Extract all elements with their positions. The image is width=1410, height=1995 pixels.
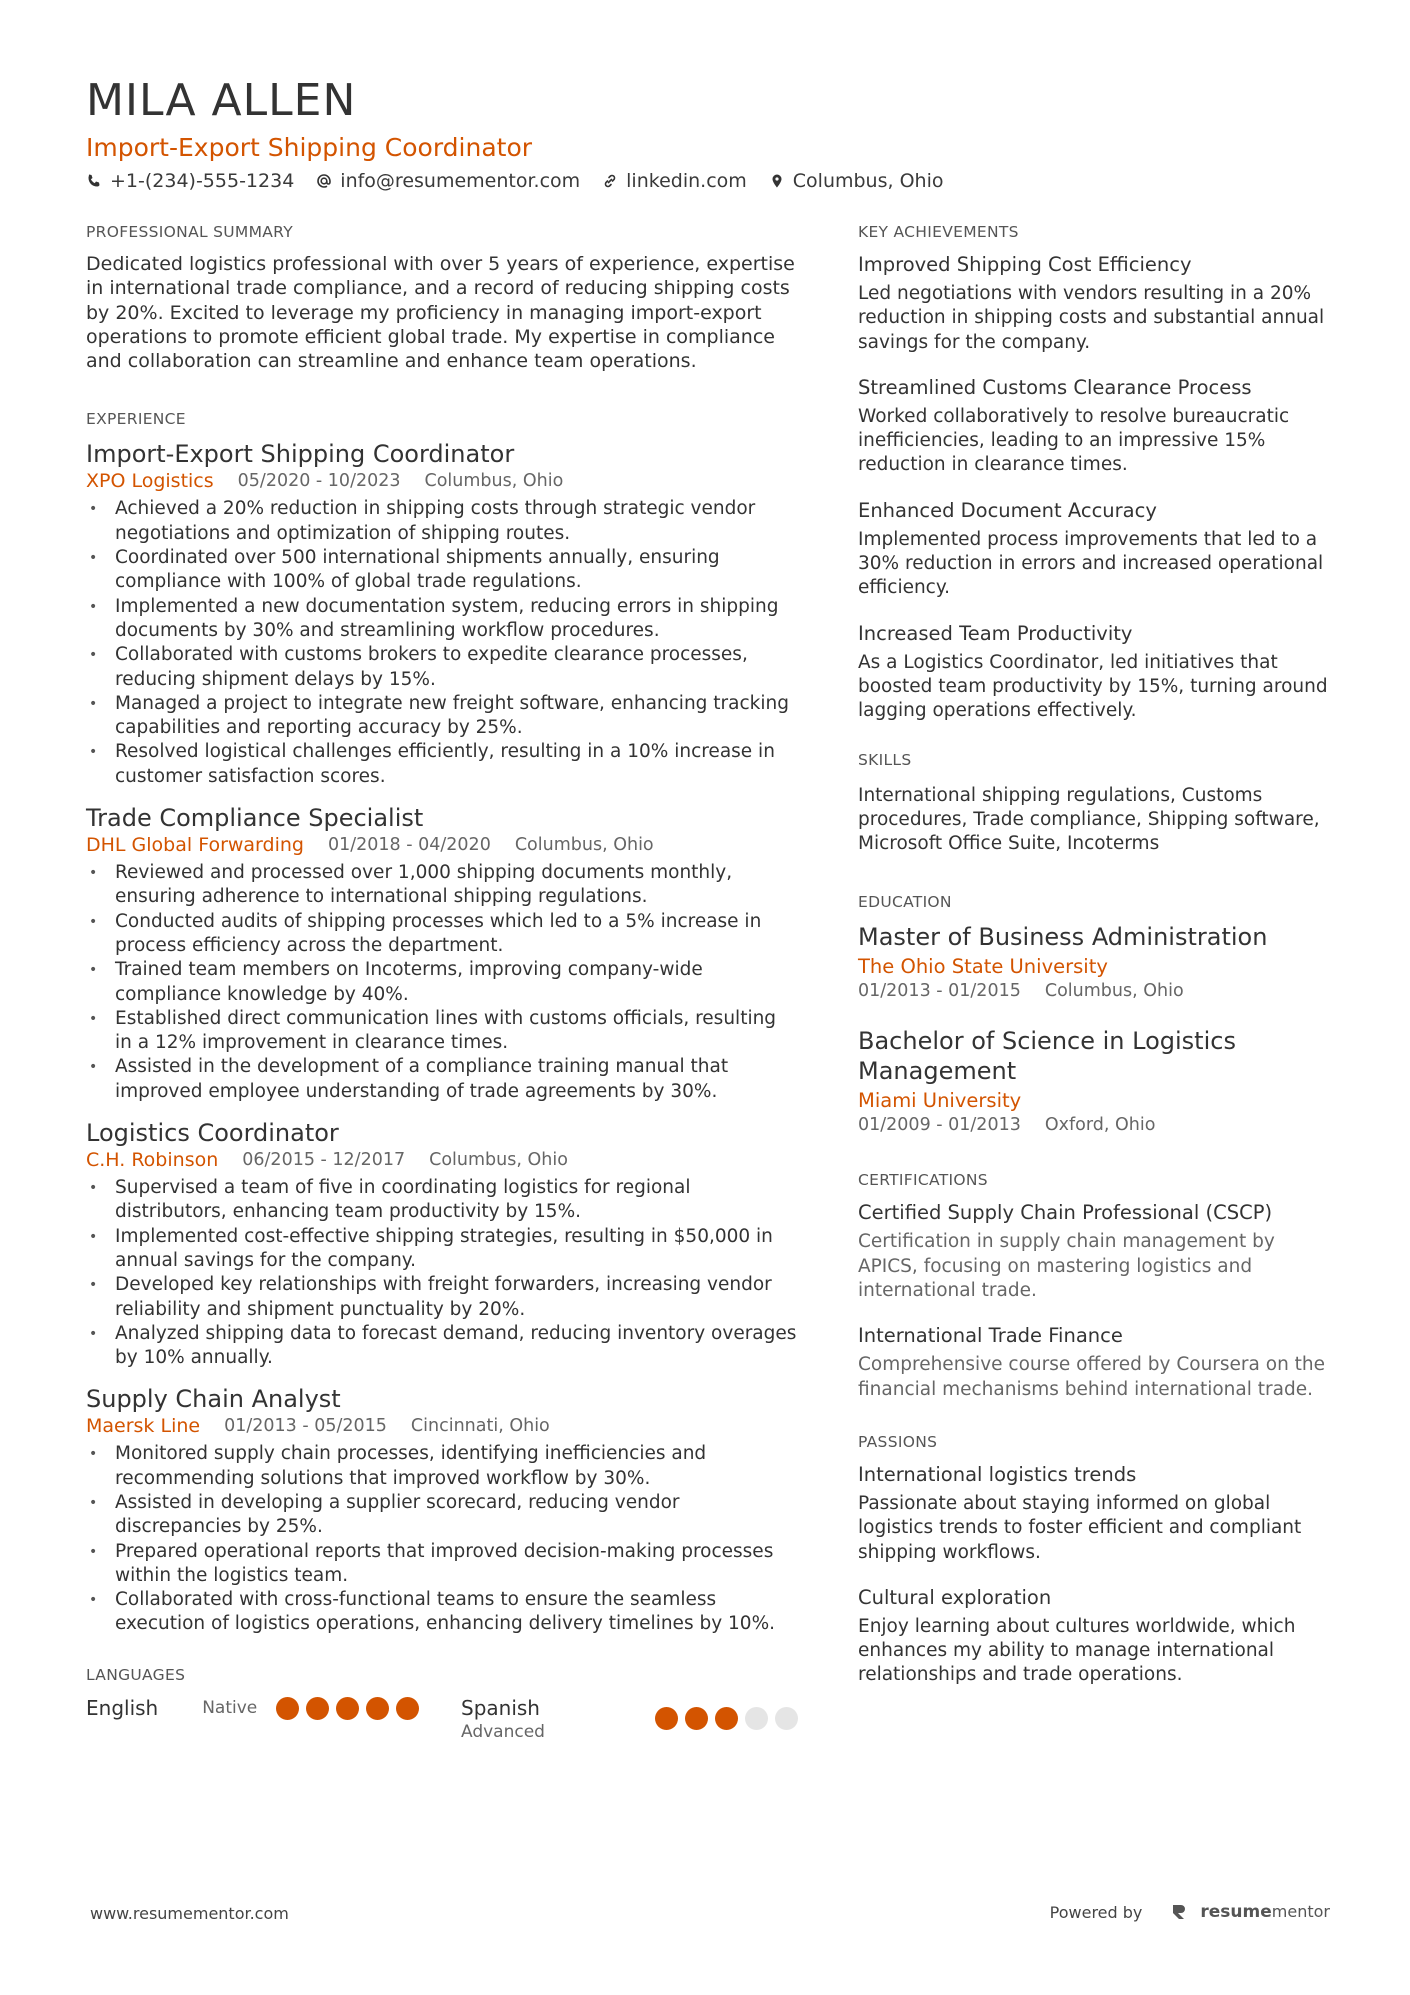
education-section xyxy=(858,892,1333,1136)
contact-bar xyxy=(86,170,1326,192)
powered-by-label: Powered by xyxy=(1049,1902,1143,1922)
passion-title: International logistics trends xyxy=(858,1462,1137,1486)
rating-dot-empty xyxy=(775,1707,798,1730)
certifications-heading: CERTIFICATIONS xyxy=(858,1171,988,1190)
job-location: Cincinnati, Ohio xyxy=(410,1416,550,1437)
job-title: Supply Chain Analyst xyxy=(86,1385,341,1414)
language-item xyxy=(461,1695,798,1743)
passion-item xyxy=(858,1462,1333,1565)
passions-section xyxy=(858,1432,1333,1688)
bullet-item: • Collaborated with cross-functional teams to ensure the seamless execution of logistics operations, enhancing delivery timelines by 10%. xyxy=(86,1588,798,1637)
education-location: Columbus, Ohio xyxy=(1044,981,1184,1002)
languages-row xyxy=(86,1695,798,1743)
school-name: Miami University xyxy=(858,1089,1022,1113)
achievement-desc: As a Logistics Coordinator, led initiatives that boosted team productivity by 15%, turning around lagging operations effectively. xyxy=(858,651,1328,722)
job-dates: 01/2018 - 04/2020 xyxy=(327,835,491,856)
language-name: Spanish xyxy=(461,1695,540,1720)
achievement-item xyxy=(858,621,1333,724)
bullet-item: • Prepared operational reports that improved decision-making processes within the logistics team. xyxy=(86,1540,798,1589)
rating-dot-filled xyxy=(366,1697,389,1720)
rating-dot-filled xyxy=(715,1707,738,1730)
rating-dot-filled xyxy=(306,1697,329,1720)
certification-title: Certified Supply Chain Professional (CSCP) xyxy=(858,1201,1273,1225)
job-location: Columbus, Ohio xyxy=(514,835,654,856)
achievement-title: Streamlined Customs Clearance Process xyxy=(858,375,1252,399)
location-text: Columbus, Ohio xyxy=(792,170,944,192)
job-title: Import-Export Shipping Coordinator xyxy=(86,440,515,469)
languages-heading: LANGUAGES xyxy=(86,1665,186,1684)
contact-linkedin[interactable] xyxy=(602,170,747,192)
certification-desc: Comprehensive course offered by Coursera on the financial mechanisms behind international trade. xyxy=(858,1354,1326,1400)
language-rating xyxy=(276,1697,419,1720)
achievement-title: Improved Shipping Cost Efficiency xyxy=(858,253,1192,276)
rating-dot-filled xyxy=(685,1707,708,1730)
rating-dot-empty xyxy=(745,1707,768,1730)
location-pin-icon xyxy=(769,173,785,189)
bullet-item: • Assisted in the development of a compliance training manual that improved employee understanding of trade agreements by 30%. xyxy=(86,1055,798,1104)
brand-bold: resume xyxy=(1200,1902,1272,1922)
job-entry xyxy=(86,439,798,789)
achievement-item xyxy=(858,252,1333,355)
achievement-desc: Implemented process improvements that led to a 30% reduction in errors and increased operational efficiency. xyxy=(858,528,1324,599)
job-company: XPO Logistics xyxy=(86,470,214,493)
skills-section xyxy=(858,750,1333,857)
job-title: Logistics Coordinator xyxy=(86,1119,339,1148)
bullet-item: • Established direct communication lines with customs officials, resulting in a 12% improvement in clearance times. xyxy=(86,1007,798,1056)
job-entry xyxy=(86,1118,798,1370)
bullet-item: • Assisted in developing a supplier scorecard, reducing vendor discrepancies by 25%. xyxy=(86,1491,798,1540)
job-meta xyxy=(86,833,798,857)
footer-website[interactable]: www.resumementor.com xyxy=(90,1904,289,1923)
rating-dot-filled xyxy=(336,1697,359,1720)
certification-item xyxy=(858,1323,1333,1402)
bullet-item: • Managed a project to integrate new freight software, enhancing tracking capabilities and reporting accuracy by 25%. xyxy=(86,692,798,741)
certification-desc: Certification in supply chain management by APICS, focusing on mastering logistics and international trade. xyxy=(858,1231,1275,1302)
achievement-item xyxy=(858,375,1333,478)
achievements-section xyxy=(858,222,1333,724)
job-dates: 05/2020 - 10/2023 xyxy=(237,471,401,492)
job-location: Columbus, Ohio xyxy=(429,1150,568,1171)
achievement-title: Enhanced Document Accuracy xyxy=(858,498,1157,522)
job-dates: 01/2013 - 05/2015 xyxy=(224,1416,387,1437)
rating-dot-filled xyxy=(655,1707,678,1730)
resumementor-logo-icon xyxy=(1170,1902,1190,1922)
job-meta xyxy=(86,1148,798,1172)
job-meta xyxy=(86,1414,798,1438)
certification-title: International Trade Finance xyxy=(858,1324,1123,1348)
language-name: English xyxy=(86,1695,159,1720)
bullet-item: • Coordinated over 500 international shipments annually, ensuring compliance with 100% of global trade regulations. xyxy=(86,546,798,595)
language-item xyxy=(86,1695,461,1721)
experience-section xyxy=(86,409,798,1636)
passion-title: Cultural exploration xyxy=(858,1585,1052,1609)
job-bullets xyxy=(86,861,798,1104)
resume-header xyxy=(86,74,1326,192)
achievement-title: Increased Team Productivity xyxy=(858,621,1133,645)
bullet-item: • Trained team members on Incoterms, improving company-wide compliance knowledge by 40%. xyxy=(86,958,798,1007)
education-meta xyxy=(858,1114,1333,1136)
passion-desc: Passionate about staying informed on global logistics trends to foster efficient and compliant shipping workflows. xyxy=(858,1492,1302,1563)
email-text: info@resumementor.com xyxy=(340,170,581,192)
language-level: Advanced xyxy=(461,1721,545,1742)
certification-item xyxy=(858,1200,1333,1303)
job-entry xyxy=(86,1384,798,1636)
job-title: Trade Compliance Specialist xyxy=(86,804,424,833)
job-company: Maersk Line xyxy=(86,1415,201,1438)
achievement-desc: Worked collaboratively to resolve bureaucratic inefficiencies, leading to an impressive 15% reduction in clearance times. xyxy=(858,405,1290,476)
brand-name[interactable] xyxy=(1200,1902,1330,1922)
degree-title: Master of Business Administration xyxy=(858,923,1268,952)
at-icon xyxy=(316,173,332,189)
language-rating xyxy=(655,1707,798,1730)
bullet-item: • Implemented a new documentation system, reducing errors in shipping documents by 30% and streamlining workflow procedures. xyxy=(86,595,798,644)
contact-phone[interactable] xyxy=(86,170,294,192)
job-entry xyxy=(86,803,798,1104)
job-company: DHL Global Forwarding xyxy=(86,834,304,857)
bullet-item: • Developed key relationships with freight forwarders, increasing vendor reliability and shipment punctuality by 20%. xyxy=(86,1273,798,1322)
education-heading: EDUCATION xyxy=(858,893,952,912)
brand-light: mentor xyxy=(1271,1902,1330,1921)
link-icon xyxy=(602,173,618,189)
footer-branding xyxy=(1050,1902,1330,1922)
bullet-item: • Collaborated with customs brokers to expedite clearance processes, reducing shipment delays by 15%. xyxy=(86,643,798,692)
passion-item xyxy=(858,1585,1333,1688)
education-meta xyxy=(858,980,1333,1002)
rating-dot-filled xyxy=(276,1697,299,1720)
school-name: The Ohio State University xyxy=(858,955,1108,979)
bullet-item: • Monitored supply chain processes, identifying inefficiencies and recommending solutions that improved workflow by 30%. xyxy=(86,1442,798,1491)
bullet-item: • Reviewed and processed over 1,000 shipping documents monthly, ensuring adherence to international shipping regulations. xyxy=(86,861,798,910)
skills-text: International shipping regulations, Customs procedures, Trade compliance, Shipping software, Microsoft Office Suite, Incoterms xyxy=(858,784,1320,855)
candidate-name: MILA ALLEN xyxy=(86,75,357,126)
summary-text: Dedicated logistics professional with over 5 years of experience, expertise in international trade compliance, and a record of reducing shipping costs by 20%. Excited to leverage my proficiency in managing import-export operations to promote efficient global trade. My expertise in compliance and collaboration can streamline and enhance team operations. xyxy=(86,253,795,373)
contact-location xyxy=(769,170,944,192)
certifications-section xyxy=(858,1170,1333,1401)
phone-text: +1-(234)-555-1234 xyxy=(110,170,295,192)
phone-icon xyxy=(86,173,102,189)
summary-section xyxy=(86,222,798,373)
job-meta xyxy=(86,469,798,493)
bullet-item: • Resolved logistical challenges efficiently, resulting in a 10% increase in customer satisfaction scores. xyxy=(86,740,798,789)
job-bullets xyxy=(86,1176,798,1370)
candidate-headline: Import-Export Shipping Coordinator xyxy=(86,133,533,162)
degree-title: Bachelor of Science in Logistics Management xyxy=(858,1027,1236,1086)
right-column xyxy=(858,222,1333,1724)
job-dates: 06/2015 - 12/2017 xyxy=(242,1150,406,1171)
bullet-item: • Achieved a 20% reduction in shipping costs through strategic vendor negotiations and optimization of shipping routes. xyxy=(86,497,798,546)
achievement-item xyxy=(858,498,1333,601)
passions-heading: PASSIONS xyxy=(858,1432,938,1451)
left-column xyxy=(86,222,798,1779)
bullet-item: • Conducted audits of shipping processes which led to a 5% increase in process efficiency across the department. xyxy=(86,910,798,959)
rating-dot-filled xyxy=(396,1697,419,1720)
language-level: Native xyxy=(202,1697,258,1718)
contact-email[interactable] xyxy=(316,170,580,192)
education-item xyxy=(858,1026,1333,1136)
passion-desc: Enjoy learning about cultures worldwide, which enhances my ability to manage international relationships and trade operations. xyxy=(858,1615,1296,1686)
summary-heading: PROFESSIONAL SUMMARY xyxy=(86,223,294,241)
bullet-item: • Implemented cost-effective shipping strategies, resulting in $50,000 in annual savings for the company. xyxy=(86,1225,798,1274)
education-dates: 01/2009 - 01/2013 xyxy=(858,1115,1021,1136)
bullet-item: • Supervised a team of five in coordinating logistics for regional distributors, enhancing team productivity by 15%. xyxy=(86,1176,798,1225)
job-bullets xyxy=(86,1442,798,1636)
achievements-heading: KEY ACHIEVEMENTS xyxy=(858,223,1019,241)
job-company: C.H. Robinson xyxy=(86,1149,219,1172)
languages-section xyxy=(86,1665,798,1743)
job-location: Columbus, Ohio xyxy=(424,471,564,492)
skills-heading: SKILLS xyxy=(858,750,912,769)
education-item xyxy=(858,922,1333,1002)
education-location: Oxford, Ohio xyxy=(1044,1115,1156,1136)
bullet-item: • Analyzed shipping data to forecast demand, reducing inventory overages by 10% annually. xyxy=(86,1322,798,1371)
education-dates: 01/2013 - 01/2015 xyxy=(858,981,1021,1002)
job-bullets xyxy=(86,497,798,789)
experience-heading: EXPERIENCE xyxy=(86,410,186,429)
achievement-desc: Led negotiations with vendors resulting in a 20% reduction in shipping costs and substantial annual savings for the company. xyxy=(858,283,1325,353)
linkedin-text: linkedin.com xyxy=(626,170,747,192)
